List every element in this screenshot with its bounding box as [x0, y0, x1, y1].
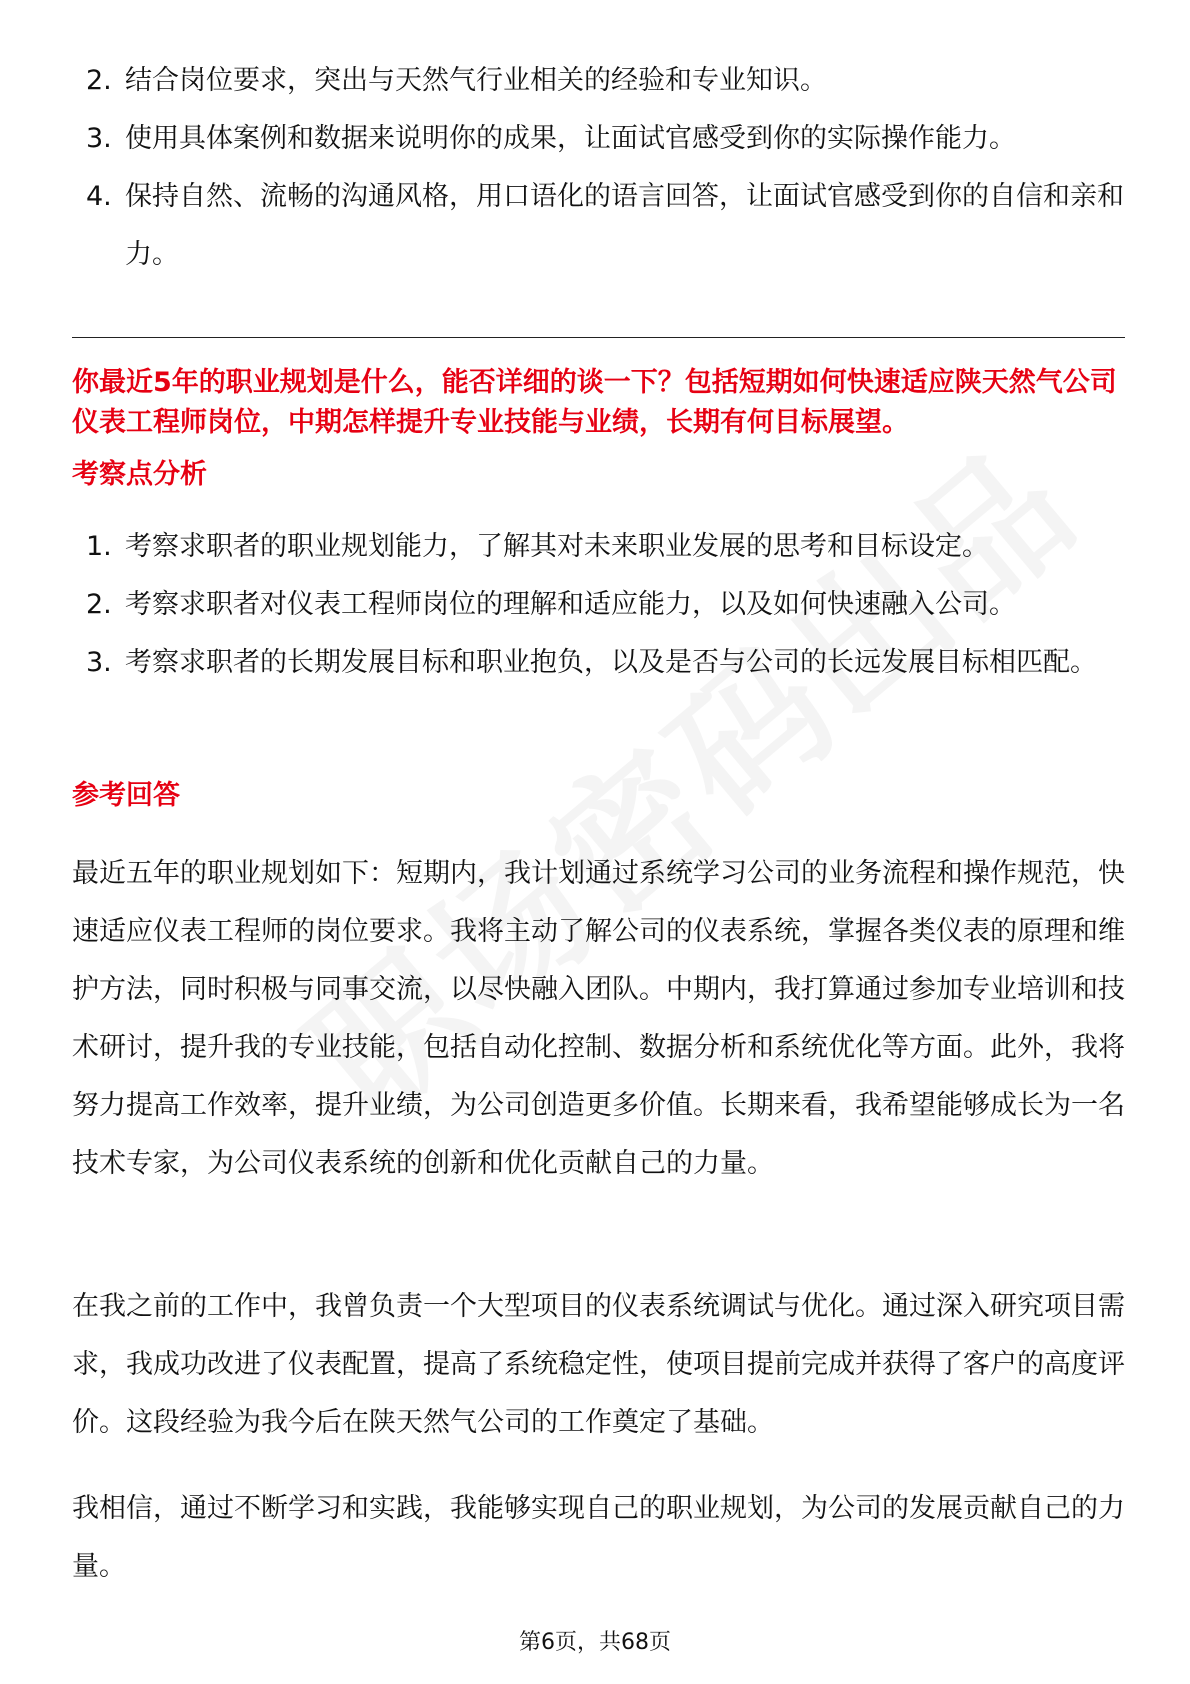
page-number: 第6页，共68页	[519, 1630, 671, 1655]
tips-list	[0, 52, 1190, 284]
list-item	[0, 576, 1190, 634]
list-item-number: 3.	[86, 647, 112, 678]
list-item-text: 考察求职者对仪表工程师岗位的理解和适应能力，以及如何快速融入公司。	[125, 589, 1016, 620]
list-item	[0, 168, 1190, 284]
list-item-text: 保持自然、流畅的沟通风格，用口语化的语言回答，让面试官感受到你的自信和亲和力。	[125, 181, 1124, 270]
section-divider	[72, 337, 1125, 338]
answer-title: 参考回答	[72, 780, 180, 811]
list-item	[0, 634, 1190, 692]
answer-paragraph: 我相信，通过不断学习和实践，我能够实现自己的职业规划，为公司的发展贡献自己的力量。	[72, 1493, 1125, 1582]
list-item	[0, 52, 1190, 110]
list-item	[0, 518, 1190, 576]
list-item-number: 2.	[86, 65, 112, 96]
list-item-number: 4.	[86, 181, 112, 212]
list-item-text: 使用具体案例和数据来说明你的成果，让面试官感受到你的实际操作能力。	[125, 123, 1016, 154]
list-item-number: 3.	[86, 123, 112, 154]
list-item-number: 2.	[86, 589, 112, 620]
analysis-list	[0, 518, 1190, 692]
list-item-text: 结合岗位要求，突出与天然气行业相关的经验和专业知识。	[125, 65, 827, 96]
list-item-text: 考察求职者的长期发展目标和职业抱负，以及是否与公司的长远发展目标相匹配。	[125, 647, 1097, 678]
list-item-number: 1.	[86, 531, 112, 562]
answer-paragraph: 在我之前的工作中，我曾负责一个大型项目的仪表系统调试与优化。通过深入研究项目需求，我成功改进了仪表配置，提高了系统稳定性，使项目提前完成并获得了客户的高度评价。这段经验为我今后在陕天然气公司的工作奠定了基础。	[72, 1291, 1125, 1438]
analysis-title: 考察点分析	[72, 459, 207, 490]
answer-paragraph: 最近五年的职业规划如下：短期内，我计划通过系统学习公司的业务流程和操作规范，快速适应仪表工程师的岗位要求。我将主动了解公司的仪表系统，掌握各类仪表的原理和维护方法，同时积极与同事交流，以尽快融入团队。中期内，我打算通过参加专业培训和技术研讨，提升我的专业技能，包括自动化控制、数据分析和系统优化等方面。此外，我将努力提高工作效率，提升业绩，为公司创造更多价值。长期来看，我希望能够成长为一名技术专家，为公司仪表系统的创新和优化贡献自己的力量。	[72, 858, 1125, 1179]
question-heading: 你最近5年的职业规划是什么，能否详细的谈一下？包括短期如何快速适应陕天然气公司仪表工程师岗位，中期怎样提升专业技能与业绩，长期有何目标展望。	[72, 367, 1117, 438]
list-item	[0, 110, 1190, 168]
list-item-text: 考察求职者的职业规划能力，了解其对未来职业发展的思考和目标设定。	[125, 531, 989, 562]
